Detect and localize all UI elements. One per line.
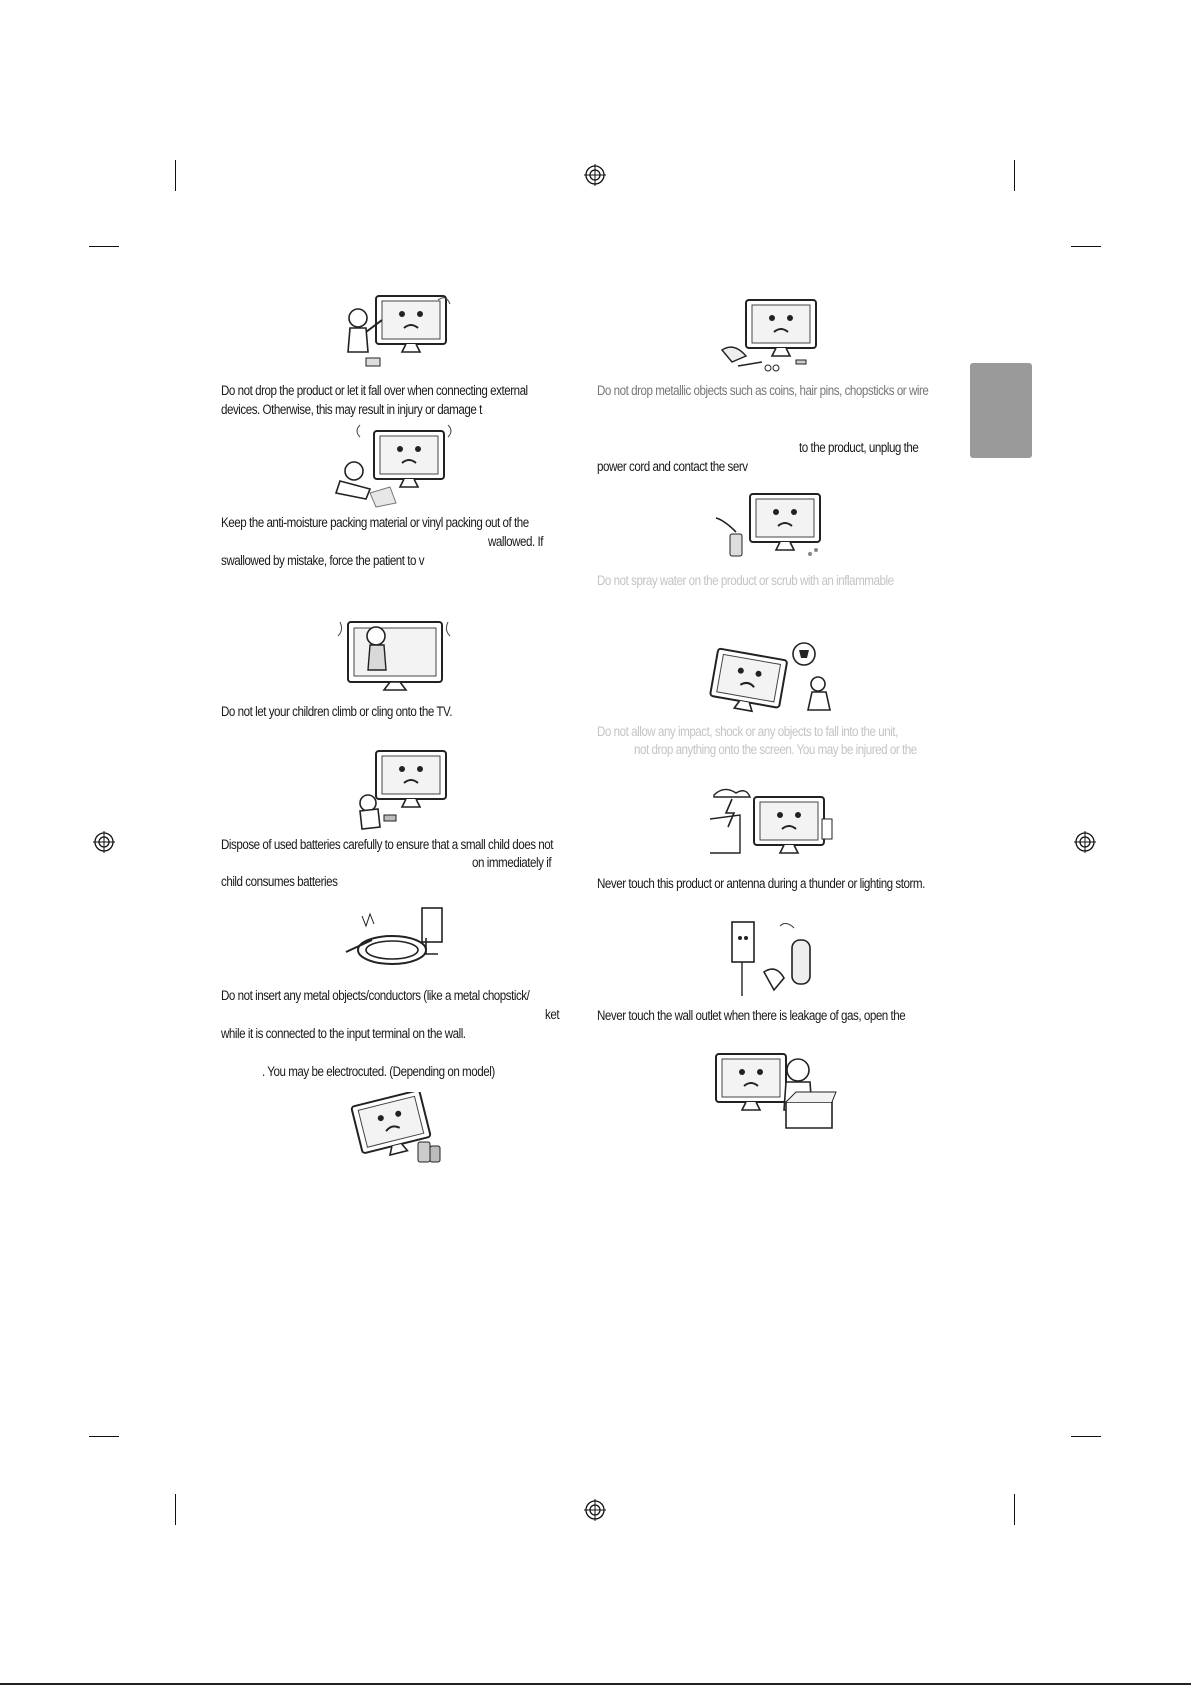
warning-gas-leak-line-1: Never touch the wall outlet when there is leakage of gas, open the <box>597 1008 906 1023</box>
registration-mark-icon <box>584 1499 606 1521</box>
tv-child-plastic-bag-icon <box>320 423 460 508</box>
warning-metal-objects-line-3: while it is connected to the input terminal on the wall. <box>221 1026 466 1041</box>
warning-packing-line-1: Keep the anti-moisture packing material or vinyl packing out of the <box>221 515 529 530</box>
warning-batteries-line-1: Dispose of used batteries carefully to ensure that a small child does not <box>221 837 554 852</box>
warning-metallic-line-1: Do not drop metallic objects such as coins, hair pins, chopsticks or wire <box>597 383 929 398</box>
crop-mark-bottom-right-vertical <box>1014 1494 1015 1525</box>
warning-metallic-line-2: to the product, unplug the <box>799 440 919 455</box>
tv-power-cord-icon <box>342 900 452 978</box>
warning-drop-product-line-1: Do not drop the product or let it fall over when connecting external <box>221 383 528 398</box>
tv-unpacking-icon <box>712 1048 842 1134</box>
warning-metal-objects-line-4: . You may be electrocuted. (Depending on model) <box>262 1064 495 1079</box>
warning-packing-line-2: wallowed. If <box>488 534 543 549</box>
crop-mark-bottom-left-horizontal <box>89 1436 119 1437</box>
warning-impact-line-2: not drop anything onto the screen. You may be injured or the <box>634 742 917 757</box>
tv-child-climbing-icon <box>336 612 454 697</box>
crop-mark-top-right-horizontal <box>1071 246 1101 247</box>
warning-lightning-line-1: Never touch this product or antenna during a thunder or lighting storm. <box>597 876 925 891</box>
tv-lightning-storm-icon <box>710 783 836 865</box>
warning-metal-objects-line-1: Do not insert any metal objects/conductors (like a metal chopstick/ <box>221 988 530 1003</box>
registration-mark-icon <box>584 164 606 186</box>
tv-spray-bottle-icon <box>350 1092 446 1167</box>
warning-drop-product-line-2: devices. Otherwise, this may result in injury or damage t <box>221 402 482 417</box>
tv-gas-leak-outlet-icon <box>724 916 824 1000</box>
tv-ball-impact-icon <box>708 640 838 715</box>
crop-mark-bottom-right-horizontal <box>1071 1436 1101 1437</box>
crop-mark-bottom-left-vertical <box>175 1494 176 1525</box>
warning-climb-line-1: Do not let your children climb or cling onto the TV. <box>221 704 452 719</box>
tv-water-spray-icon <box>714 490 824 562</box>
tv-fall-child-icon <box>338 290 458 375</box>
crop-mark-top-left-horizontal <box>89 246 119 247</box>
warning-batteries-line-2: on immediately if <box>472 855 552 870</box>
warning-impact-line-1: Do not allow any impact, shock or any objects to fall into the unit, <box>597 724 898 739</box>
tv-metal-objects-icon <box>718 294 824 376</box>
warning-metal-objects-line-2: ket <box>545 1007 560 1022</box>
warning-water-spray-line-1: Do not spray water on the product or scrub with an inflammable <box>597 573 894 588</box>
crop-mark-top-right-vertical <box>1014 160 1015 191</box>
language-tab <box>970 363 1032 458</box>
warning-batteries-line-3: child consumes batteries <box>221 874 338 889</box>
crop-mark-top-left-vertical <box>175 160 176 191</box>
tv-child-battery-icon <box>354 747 454 832</box>
warning-metallic-line-3: power cord and contact the serv <box>597 459 748 474</box>
registration-mark-icon <box>93 831 115 853</box>
registration-mark-icon <box>1074 831 1096 853</box>
warning-packing-line-3: swallowed by mistake, force the patient to v <box>221 553 425 568</box>
